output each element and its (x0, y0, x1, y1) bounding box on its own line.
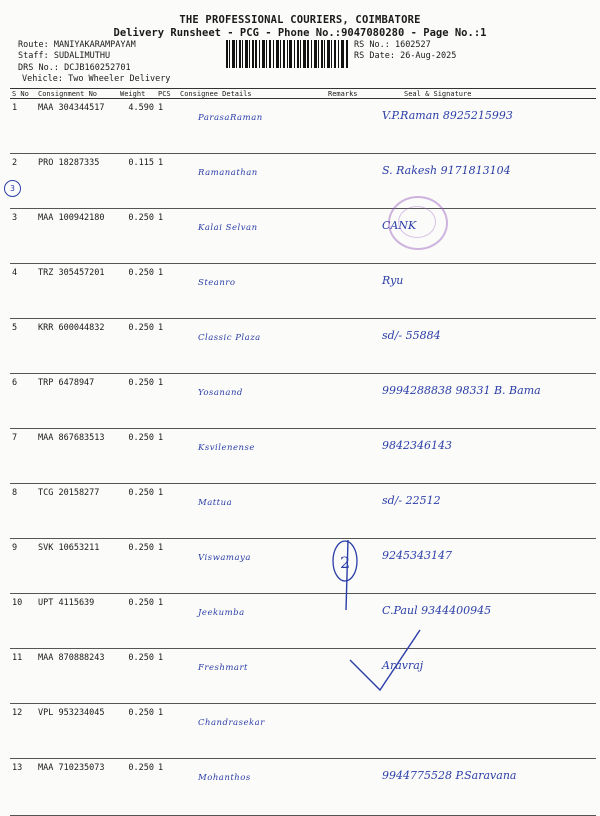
col-consignment: Consignment No (36, 89, 118, 99)
drs-line (18, 63, 131, 74)
table-row (10, 594, 596, 649)
cell-consignee: Jeekumba (178, 594, 326, 649)
cell-sno: 9 (10, 539, 36, 594)
row-3-circle-mark: 3 (4, 180, 21, 197)
cell-sno: 6 (10, 374, 36, 429)
cell-remarks (326, 209, 374, 264)
table-row (10, 484, 596, 539)
cell-sno: 12 (10, 704, 36, 759)
runsheet-table (10, 88, 596, 816)
staff-line (18, 51, 110, 62)
cell-seal: CANK (374, 209, 596, 264)
cell-consignee: ParasaRaman (178, 99, 326, 154)
rs-no-label: RS No.: (354, 40, 390, 50)
cell-consignee: Mohanthos (178, 759, 326, 816)
col-weight: Weight (118, 89, 156, 99)
cell-consignee: Ksvilenense (178, 429, 326, 484)
vehicle-line (22, 74, 170, 85)
table-row (10, 374, 596, 429)
cell-consignment: TRP 6478947 (36, 374, 118, 429)
seal-stamp-inner (398, 206, 436, 238)
cell-seal: 9842346143 (374, 429, 596, 484)
cell-pcs: 1 (156, 99, 178, 154)
cell-consignee: Viswamaya (178, 539, 326, 594)
col-remarks: Remarks (326, 89, 374, 99)
cell-consignment: TRZ 305457201 (36, 264, 118, 319)
cell-sno: 1 (10, 99, 36, 154)
cell-consignment: MAA 867683513 (36, 429, 118, 484)
barcode-image (226, 40, 348, 68)
cell-sno: 5 (10, 319, 36, 374)
cell-pcs: 1 (156, 704, 178, 759)
cell-pcs: 1 (156, 429, 178, 484)
vehicle-label: Vehicle: (22, 74, 63, 84)
cell-weight: 0.250 (118, 484, 156, 539)
cell-pcs: 1 (156, 759, 178, 816)
cell-weight: 0.250 (118, 594, 156, 649)
cell-remarks (326, 374, 374, 429)
cell-consignee: Freshmart (178, 649, 326, 704)
cell-sno: 3 (10, 209, 36, 264)
table-row (10, 264, 596, 319)
cell-sno: 2 (10, 154, 36, 209)
cell-weight: 0.250 (118, 374, 156, 429)
cell-consignment: MAA 100942180 (36, 209, 118, 264)
cell-weight: 0.250 (118, 319, 156, 374)
staff-label: Staff: (18, 51, 49, 61)
cell-consignee: Ramanathan (178, 154, 326, 209)
cell-seal: sd/- 55884 (374, 319, 596, 374)
table-row (10, 649, 596, 704)
cell-remarks (326, 319, 374, 374)
route-value: MANIYAKARAMPAYAM (53, 40, 136, 50)
table-body (10, 99, 596, 816)
cell-remarks (326, 429, 374, 484)
table-row (10, 209, 596, 264)
cell-weight: 0.250 (118, 759, 156, 816)
rs-date-value: 26-Aug-2025 (400, 51, 457, 61)
cell-sno: 13 (10, 759, 36, 816)
cell-consignee: Mattua (178, 484, 326, 539)
runsheet-title: Delivery Runsheet - PCG - Phone No.:9047080280 - Page No.:1 (113, 27, 487, 39)
route-line (18, 40, 136, 51)
cell-pcs: 1 (156, 154, 178, 209)
cell-seal: C.Paul 9344400945 (374, 594, 596, 649)
staff-value: SUDALIMUTHU (53, 51, 111, 61)
circle-2-text: 2 (340, 553, 351, 572)
cell-seal: Ryu (374, 264, 596, 319)
cell-weight: 0.250 (118, 539, 156, 594)
cell-pcs: 1 (156, 264, 178, 319)
cell-remarks (326, 154, 374, 209)
cell-consignee: Yosanand (178, 374, 326, 429)
cell-remarks (326, 484, 374, 539)
cell-consignment: PRO 18287335 (36, 154, 118, 209)
cell-consignment: VPL 953234045 (36, 704, 118, 759)
cell-weight: 0.250 (118, 429, 156, 484)
rs-date-line (354, 51, 456, 62)
drs-value: DCJB160252701 (64, 63, 131, 73)
cell-consignment: MAA 710235073 (36, 759, 118, 816)
rs-date-label: RS Date: (354, 51, 395, 61)
table-header (10, 89, 596, 99)
table-row (10, 319, 596, 374)
cell-seal: Aravraj (374, 649, 596, 704)
table-row (10, 154, 596, 209)
cell-weight: 4.590 (118, 99, 156, 154)
cell-remarks (326, 759, 374, 816)
cell-sno: 11 (10, 649, 36, 704)
col-seal: Seal & Signature (374, 89, 596, 99)
col-sno: S No (10, 89, 36, 99)
cell-consignment: TCG 20158277 (36, 484, 118, 539)
cell-consignee: Chandrasekar (178, 704, 326, 759)
cell-seal: 9944775528 P.Saravana (374, 759, 596, 816)
cell-pcs: 1 (156, 594, 178, 649)
cell-weight: 0.250 (118, 264, 156, 319)
table-row (10, 704, 596, 759)
cell-pcs: 1 (156, 539, 178, 594)
cell-sno: 10 (10, 594, 36, 649)
vehicle-value: Two Wheeler Delivery (68, 74, 171, 84)
cell-weight: 0.250 (118, 209, 156, 264)
cell-consignee: Kalai Selvan (178, 209, 326, 264)
cell-pcs: 1 (156, 209, 178, 264)
cell-sno: 8 (10, 484, 36, 539)
cell-sno: 4 (10, 264, 36, 319)
col-pcs: PCS (156, 89, 178, 99)
tick-stroke (340, 540, 430, 700)
table-row (10, 429, 596, 484)
cell-weight: 0.250 (118, 704, 156, 759)
cell-seal: 9245343147 (374, 539, 596, 594)
rs-no-line (354, 40, 431, 51)
rs-no-value: 1602527 (394, 40, 431, 50)
table-row (10, 539, 596, 594)
cell-consignment: UPT 4115639 (36, 594, 118, 649)
cell-seal: 9994288838 98331 B. Bama (374, 374, 596, 429)
table-row (10, 759, 596, 816)
col-consignee: Consignee Details (178, 89, 326, 99)
drs-label: DRS No.: (18, 63, 59, 73)
cell-remarks (326, 704, 374, 759)
company-title: THE PROFESSIONAL COURIERS, COIMBATORE (179, 14, 421, 26)
cell-weight: 0.250 (118, 649, 156, 704)
cell-seal: V.P.Raman 8925215993 (374, 99, 596, 154)
cell-pcs: 1 (156, 319, 178, 374)
cell-seal: sd/- 22512 (374, 484, 596, 539)
cell-pcs: 1 (156, 374, 178, 429)
cell-consignment: SVK 10653211 (36, 539, 118, 594)
cell-seal (374, 704, 596, 759)
cell-consignee: Steanro (178, 264, 326, 319)
cell-weight: 0.115 (118, 154, 156, 209)
cell-consignment: MAA 870888243 (36, 649, 118, 704)
cell-consignment: KRR 600044832 (36, 319, 118, 374)
cell-seal: S. Rakesh 9171813104 (374, 154, 596, 209)
cell-remarks (326, 264, 374, 319)
cell-pcs: 1 (156, 484, 178, 539)
route-label: Route: (18, 40, 49, 50)
table-row (10, 99, 596, 154)
cell-remarks (326, 99, 374, 154)
cell-consignment: MAA 304344517 (36, 99, 118, 154)
cell-consignee: Classic Plaza (178, 319, 326, 374)
cell-pcs: 1 (156, 649, 178, 704)
cell-sno: 7 (10, 429, 36, 484)
